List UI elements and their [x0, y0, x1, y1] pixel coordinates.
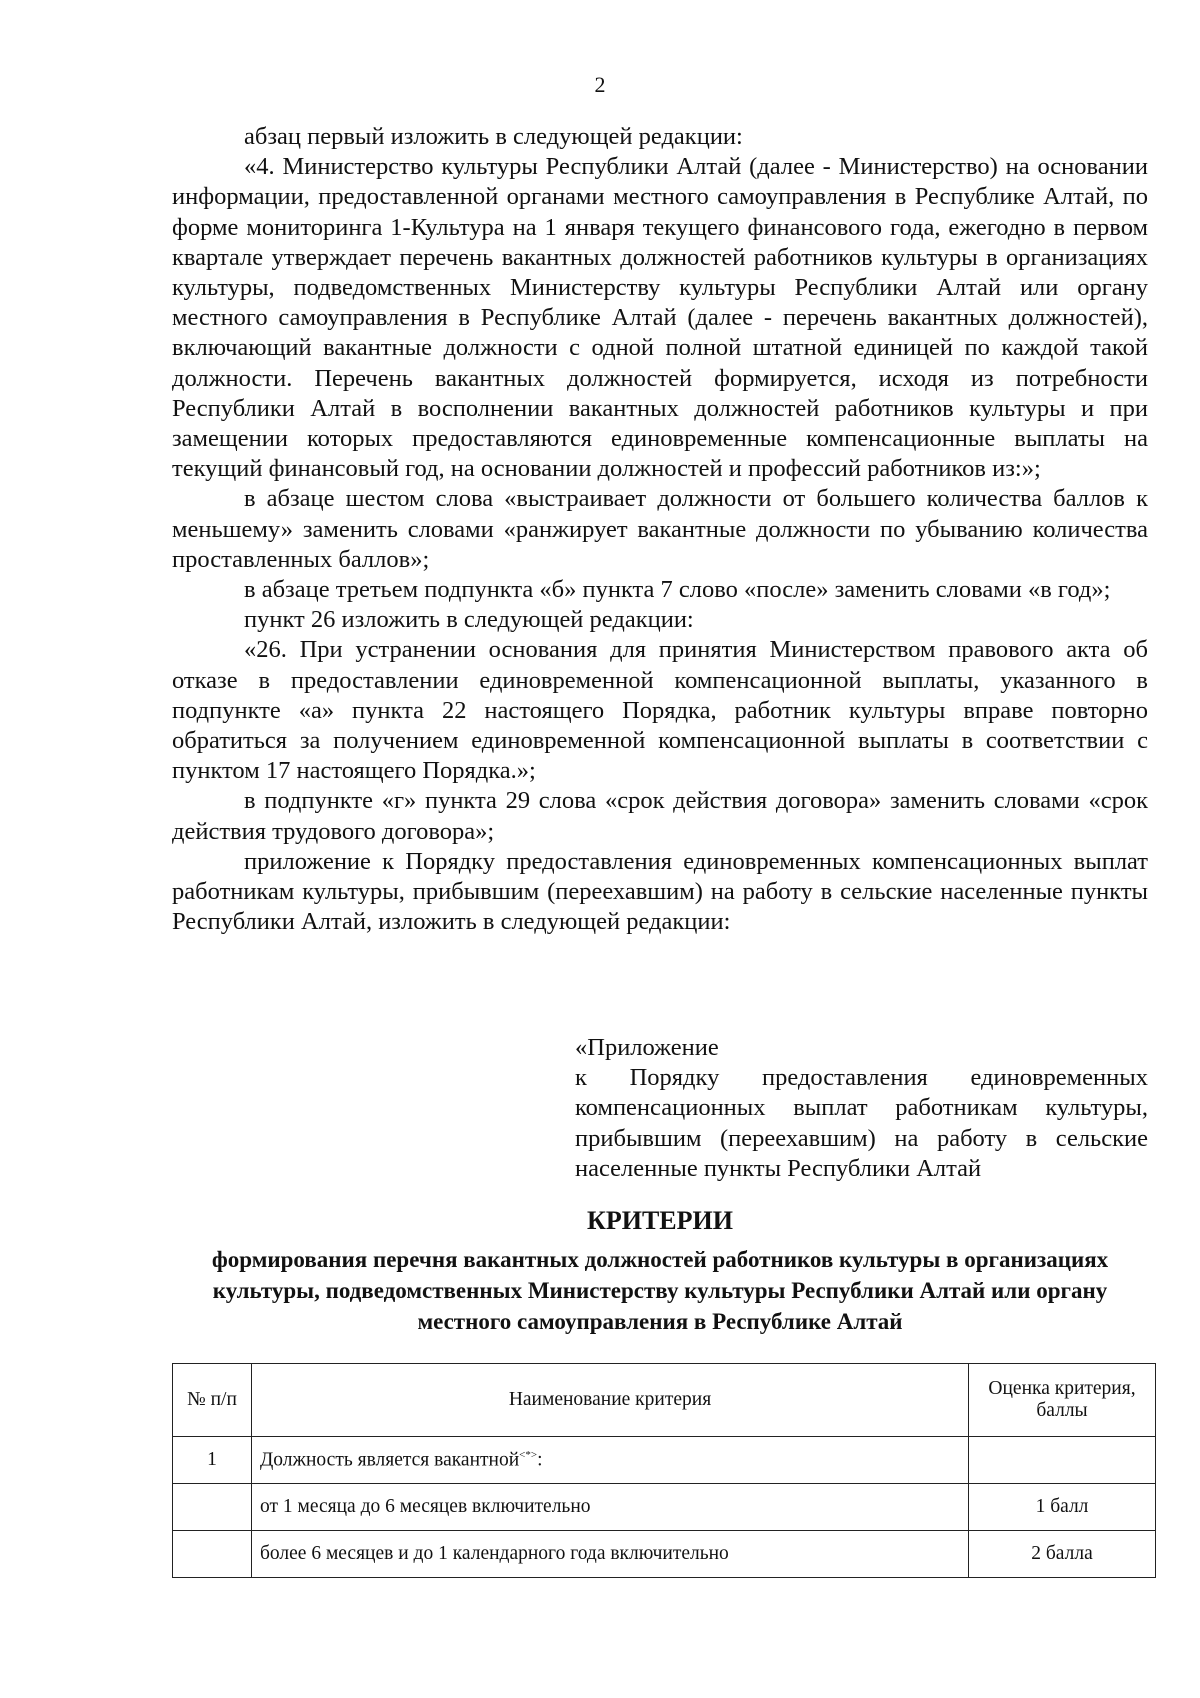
row-criterion	[252, 1437, 969, 1484]
paragraph: «26. При устранении основания для принятия Министерством правового акта об отказе в предоставлении единовременной компенсационной выплаты, указанного в подпункте «а» пункта 22 настоящего Порядка, работник культуры вправе повторно обратиться за получением единовременной компенсационной выплаты в соответствии с пунктом 17 настоящего Порядка.»;	[172, 636, 1148, 785]
paragraph: приложение к Порядку предоставления единовременных компенсационных выплат работникам культуры, прибывшим (переехавшим) на работу в сельские населенные пункты Республики Алтай, изложить в следующей редакции:	[172, 847, 1148, 936]
row-number: 1	[173, 1437, 252, 1484]
criteria-table	[172, 1363, 1156, 1578]
criterion-text: Должность является вакантной	[260, 1449, 520, 1471]
table-header-row	[173, 1364, 1156, 1437]
table-row	[173, 1437, 1156, 1484]
row-score	[969, 1437, 1156, 1484]
row-score: 2 балла	[969, 1531, 1156, 1578]
row-number	[173, 1531, 252, 1578]
header-number: № п/п	[173, 1364, 252, 1437]
page-number: 2	[594, 72, 606, 97]
criteria-subtitle: формирования перечня вакантных должностей работников культуры в организациях культуры, подведомственных Министерству культуры Республики Алтай или органу местного самоуправления в Республике Алтай	[211, 1247, 1109, 1334]
paragraph: в абзаце шестом слова «выстраивает должности от большего количества баллов к меньшему» заменить словами «ранжирует вакантные должности по убыванию количества проставленных баллов»;	[172, 485, 1148, 573]
paragraph: пункт 26 изложить в следующей редакции:	[244, 606, 694, 634]
header-criterion-name: Наименование критерия	[252, 1364, 969, 1437]
paragraph: в абзаце третьем подпункта «б» пункта 7 слово «после» заменить словами «в год»;	[244, 576, 1111, 604]
footnote-marker: <*>	[519, 1448, 538, 1461]
criteria-title: КРИТЕРИИ	[587, 1206, 733, 1235]
criterion-suffix: :	[537, 1449, 543, 1471]
header-criterion-score: Оценка критерия, баллы	[969, 1364, 1156, 1437]
row-score: 1 балл	[969, 1484, 1156, 1531]
criteria-header	[172, 1206, 1148, 1337]
table-row	[173, 1531, 1156, 1578]
paragraph: «4. Министерство культуры Республики Алтай (далее - Министерство) на основании информации, предоставленной органами местного самоуправления в Республике Алтай, по форме мониторинга 1-Культура на 1 января текущего финансового года, ежегодно в первом квартале утверждает перечень вакантных должностей работников культуры в организациях культуры, подведомственных Министерству культуры Республики Алтай или органу местного самоуправления в Республике Алтай (далее - перечень вакантных должностей), включающий вакантные должности с одной полной штатной единицей по каждой такой должности. Перечень вакантных должностей формируется, исходя из потребности Республики Алтай в восполнении вакантных должностей работников культуры и при замещении которых предоставляются единовременные компенсационные выплаты на текущий финансовый год, на основании должностей и профессий работников из:»;	[172, 153, 1148, 483]
row-criterion: от 1 месяца до 6 месяцев включительно	[252, 1484, 969, 1531]
table-row	[173, 1484, 1156, 1531]
document-body	[172, 122, 1148, 937]
appendix-text: к Порядку предоставления единовременных компенсационных выплат работникам культуры, прибывшим (переехавшим) на работу в сельские населенные пункты Республики Алтай	[575, 1064, 1148, 1182]
row-number	[173, 1484, 252, 1531]
paragraph: в подпункте «г» пункта 29 слова «срок действия договора» заменить словами «срок действия трудового договора»;	[172, 787, 1148, 845]
appendix-block	[575, 1033, 1148, 1184]
paragraph: абзац первый изложить в следующей редакции:	[244, 123, 743, 150]
appendix-title: «Приложение	[575, 1034, 719, 1061]
row-criterion: более 6 месяцев и до 1 календарного года включительно	[252, 1531, 969, 1578]
